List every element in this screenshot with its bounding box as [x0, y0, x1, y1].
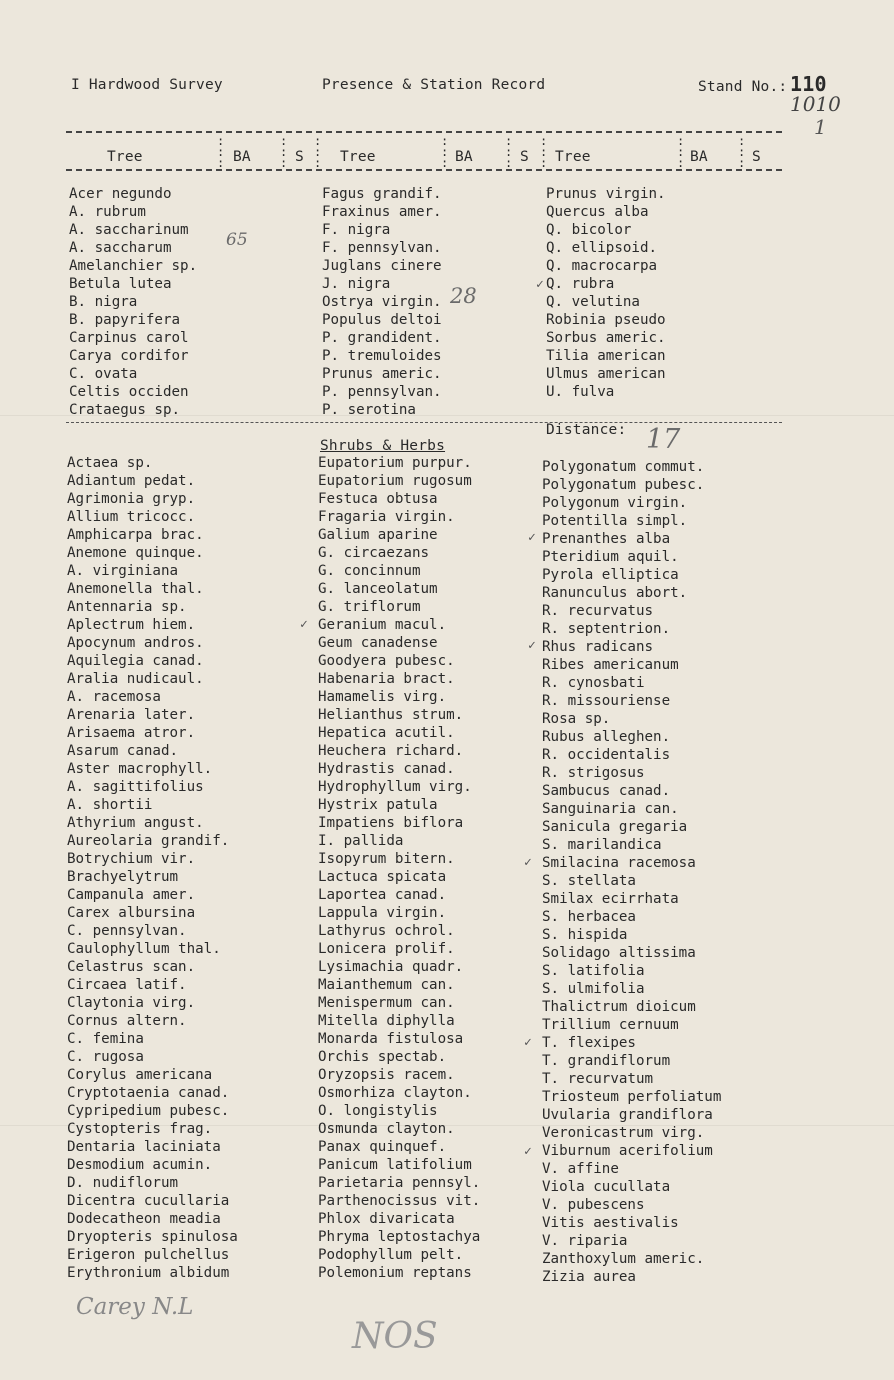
list-item: B. nigra [69, 294, 138, 310]
col1-s-header: S [295, 149, 304, 165]
list-item: Impatiens biflora [318, 815, 464, 831]
list-item: I. pallida [318, 833, 404, 849]
check-mark: ✓ [300, 617, 308, 632]
list-item: V. pubescens [542, 1197, 645, 1213]
list-item: Oryzopsis racem. [318, 1067, 455, 1083]
list-item: Habenaria bract. [318, 671, 455, 687]
list-item: Hydrophyllum virg. [318, 779, 472, 795]
list-item: F. pennsylvan. [322, 240, 442, 256]
list-item: Carpinus carol [69, 330, 189, 346]
list-item: Arenaria later. [67, 707, 196, 723]
list-item: Arisaema atror. [67, 725, 196, 741]
list-item: Laportea canad. [318, 887, 447, 903]
list-item: P. serotina [322, 402, 416, 418]
list-item: Pteridium aquil. [542, 549, 679, 565]
list-item: Tilia american [546, 348, 666, 364]
list-item: A. shortii [67, 797, 153, 813]
list-item: A. sagittifolius [67, 779, 204, 795]
list-item: B. papyrifera [69, 312, 181, 328]
list-item: Menispermum can. [318, 995, 455, 1011]
list-item: Osmorhiza clayton. [318, 1085, 472, 1101]
list-item: R. missouriense [542, 693, 671, 709]
separator: : : : [505, 134, 513, 170]
check-mark: ✓ [524, 1035, 532, 1050]
separator: : : : [217, 134, 225, 170]
list-item: Panax quinquef. [318, 1139, 447, 1155]
list-item: Polygonum virgin. [542, 495, 688, 511]
list-item: Viola cucullata [542, 1179, 671, 1195]
list-item: P. pennsylvan. [322, 384, 442, 400]
saccharum-ba-handwritten: 65 [226, 230, 248, 250]
list-item: D. nudiflorum [67, 1175, 179, 1191]
list-item: Polemonium reptans [318, 1265, 472, 1281]
ostrya-ba-handwritten: 28 [450, 284, 477, 308]
list-item: Aureolaria grandif. [67, 833, 230, 849]
list-item: G. concinnum [318, 563, 421, 579]
col3-s-header: S [752, 149, 761, 165]
col1-tree-header: Tree [107, 149, 143, 165]
check-mark: ✓ [524, 1144, 532, 1159]
check-mark: ✓ [524, 855, 532, 870]
list-item: Geranium macul. [318, 617, 447, 633]
list-item: Goodyera pubesc. [318, 653, 455, 669]
list-item: Phryma leptostachya [318, 1229, 481, 1245]
list-item: Rhus radicans [542, 639, 654, 655]
list-item: Sambucus canad. [542, 783, 671, 799]
list-item: S. herbacea [542, 909, 636, 925]
col2-s-header: S [520, 149, 529, 165]
list-item: Osmunda clayton. [318, 1121, 455, 1137]
check-mark: ✓ [536, 277, 544, 292]
list-item: Hepatica acutil. [318, 725, 455, 741]
list-item: Orchis spectab. [318, 1049, 447, 1065]
list-item: Dentaria laciniata [67, 1139, 221, 1155]
list-item: Panicum latifolium [318, 1157, 472, 1173]
list-item: Sorbus americ. [546, 330, 666, 346]
list-item: Zanthoxylum americ. [542, 1251, 705, 1267]
list-item: Lactuca spicata [318, 869, 447, 885]
list-item: Galium aparine [318, 527, 438, 543]
list-item: Quercus alba [546, 204, 649, 220]
list-item: Uvularia grandiflora [542, 1107, 713, 1123]
stand-alt-handwritten: 1010 [790, 92, 841, 116]
list-item: Dicentra cucullaria [67, 1193, 230, 1209]
list-item: T. flexipes [542, 1035, 636, 1051]
list-item: A. racemosa [67, 689, 161, 705]
list-item: Cystopteris frag. [67, 1121, 213, 1137]
list-item: Sanguinaria can. [542, 801, 679, 817]
list-item: Carex albursina [67, 905, 196, 921]
list-item: P. tremuloides [322, 348, 442, 364]
list-item: Erythronium albidum [67, 1265, 230, 1281]
separator: : : : [441, 134, 449, 170]
list-item: Ulmus american [546, 366, 666, 382]
list-item: Eupatorium rugosum [318, 473, 472, 489]
list-item: Prenanthes alba [542, 531, 671, 547]
list-item: F. nigra [322, 222, 391, 238]
herb-list-col1 [67, 454, 238, 1282]
list-item: S. latifolia [542, 963, 645, 979]
list-item: Amphicarpa brac. [67, 527, 204, 543]
list-item: Anemonella thal. [67, 581, 204, 597]
list-item: Potentilla simpl. [542, 513, 688, 529]
list-item: A. rubrum [69, 204, 146, 220]
list-item: Ostrya virgin. [322, 294, 442, 310]
list-item: Lathyrus ochrol. [318, 923, 455, 939]
list-item: P. grandident. [322, 330, 442, 346]
header-rule-bottom [66, 169, 782, 171]
footer-initials-handwritten: NOS [352, 1316, 438, 1357]
list-item: Claytonia virg. [67, 995, 196, 1011]
list-item: G. triflorum [318, 599, 421, 615]
distance-handwritten: 17 [646, 424, 681, 455]
list-item: Circaea latif. [67, 977, 187, 993]
list-item: Heuchera richard. [318, 743, 464, 759]
list-item: Brachyelytrum [67, 869, 179, 885]
list-item: Erigeron pulchellus [67, 1247, 230, 1263]
list-item: R. septentrion. [542, 621, 671, 637]
separator: : : : [738, 134, 746, 170]
col2-tree-header: Tree [340, 149, 376, 165]
list-item: Viburnum acerifolium [542, 1143, 713, 1159]
list-item: T. recurvatum [542, 1071, 654, 1087]
col1-ba-header: BA [233, 149, 251, 165]
list-item: S. marilandica [542, 837, 662, 853]
list-item: Carya cordifor [69, 348, 189, 364]
list-item: Q. macrocarpa [546, 258, 658, 274]
list-item: Q. rubra [546, 276, 615, 292]
record-title: Presence & Station Record [322, 77, 546, 93]
list-item: C. pennsylvan. [67, 923, 187, 939]
list-item: Betula lutea [69, 276, 172, 292]
list-item: Desmodium acumin. [67, 1157, 213, 1173]
list-item: U. fulva [546, 384, 615, 400]
shrubs-heading: Shrubs & Herbs [320, 438, 446, 454]
list-item: Mitella diphylla [318, 1013, 455, 1029]
list-item: Lappula virgin. [318, 905, 447, 921]
list-item: Parthenocissus vit. [318, 1193, 481, 1209]
list-item: Rubus alleghen. [542, 729, 671, 745]
list-item: Aquilegia canad. [67, 653, 204, 669]
list-item: Eupatorium purpur. [318, 455, 472, 471]
list-item: Phlox divaricata [318, 1211, 455, 1227]
col2-ba-header: BA [455, 149, 473, 165]
col3-ba-header: BA [690, 149, 708, 165]
list-item: S. hispida [542, 927, 628, 943]
check-mark: ✓ [528, 638, 536, 653]
list-item: A. virginiana [67, 563, 179, 579]
separator: : : : [677, 134, 685, 170]
check-mark: ✓ [528, 530, 536, 545]
list-item: Prunus americ. [322, 366, 442, 382]
list-item: R. occidentalis [542, 747, 671, 763]
list-item: Trillium cernuum [542, 1017, 679, 1033]
list-item: R. strigosus [542, 765, 645, 781]
list-item: V. riparia [542, 1233, 628, 1249]
herb-list-col2 [318, 454, 480, 1282]
list-item: Amelanchier sp. [69, 258, 198, 274]
list-item: Agrimonia gryp. [67, 491, 196, 507]
list-item: Cornus altern. [67, 1013, 187, 1029]
footer-name-handwritten: Carey N.L [76, 1294, 194, 1320]
list-item: Cypripedium pubesc. [67, 1103, 230, 1119]
list-item: Zizia aurea [542, 1269, 636, 1285]
list-item: Smilacina racemosa [542, 855, 696, 871]
separator: : : : [540, 134, 548, 170]
separator: : : : [280, 134, 288, 170]
list-item: Aplectrum hiem. [67, 617, 196, 633]
list-item: V. affine [542, 1161, 619, 1177]
list-item: Pyrola elliptica [542, 567, 679, 583]
list-item: Celastrus scan. [67, 959, 196, 975]
list-item: Caulophyllum thal. [67, 941, 221, 957]
list-item: Anemone quinque. [67, 545, 204, 561]
herb-list-col3 [542, 458, 721, 1286]
list-item: Sanicula gregaria [542, 819, 688, 835]
list-item: Hystrix patula [318, 797, 438, 813]
list-item: Celtis occiden [69, 384, 189, 400]
list-item: Monarda fistulosa [318, 1031, 464, 1047]
list-item: Maianthemum can. [318, 977, 455, 993]
list-item: Acer negundo [69, 186, 172, 202]
list-item: C. femina [67, 1031, 144, 1047]
stand-mark-handwritten: 1 [814, 115, 827, 139]
list-item: Polygonatum commut. [542, 459, 705, 475]
list-item: Juglans cinere [322, 258, 442, 274]
list-item: Athyrium angust. [67, 815, 204, 831]
list-item: Corylus americana [67, 1067, 213, 1083]
list-item: Crataegus sp. [69, 402, 181, 418]
list-item: Apocynum andros. [67, 635, 204, 651]
list-item: Rosa sp. [542, 711, 611, 727]
list-item: A. saccharum [69, 240, 172, 256]
list-item: Campanula amer. [67, 887, 196, 903]
list-item: Podophyllum pelt. [318, 1247, 464, 1263]
list-item: Adiantum pedat. [67, 473, 196, 489]
list-item: Actaea sp. [67, 455, 153, 471]
list-item: C. rugosa [67, 1049, 144, 1065]
list-item: R. cynosbati [542, 675, 645, 691]
list-item: Vitis aestivalis [542, 1215, 679, 1231]
list-item: Solidago altissima [542, 945, 696, 961]
list-item: Q. velutina [546, 294, 640, 310]
list-item: S. stellata [542, 873, 636, 889]
list-item: J. nigra [322, 276, 391, 292]
list-item: Hydrastis canad. [318, 761, 455, 777]
list-item: Populus deltoi [322, 312, 442, 328]
list-item: Cryptotaenia canad. [67, 1085, 230, 1101]
list-item: Fagus grandif. [322, 186, 442, 202]
list-item: G. circaezans [318, 545, 430, 561]
list-item: Smilax ecirrhata [542, 891, 679, 907]
list-item: T. grandiflorum [542, 1053, 671, 1069]
list-item: Ranunculus abort. [542, 585, 688, 601]
list-item: G. lanceolatum [318, 581, 438, 597]
list-item: Isopyrum bitern. [318, 851, 455, 867]
list-item: S. ulmifolia [542, 981, 645, 997]
list-item: Q. ellipsoid. [546, 240, 658, 256]
list-item: Fraxinus amer. [322, 204, 442, 220]
list-item: O. longistylis [318, 1103, 438, 1119]
list-item: Dodecatheon meadia [67, 1211, 221, 1227]
list-item: Ribes americanum [542, 657, 679, 673]
list-item: Prunus virgin. [546, 186, 666, 202]
list-item: Lonicera prolif. [318, 941, 455, 957]
list-item: Helianthus strum. [318, 707, 464, 723]
col3-tree-header: Tree [555, 149, 591, 165]
tree-list-col2 [322, 185, 442, 419]
section-divider [66, 422, 782, 423]
stand-number: 110 [790, 72, 827, 96]
list-item: Q. bicolor [546, 222, 632, 238]
list-item: Thalictrum dioicum [542, 999, 696, 1015]
list-item: R. recurvatus [542, 603, 654, 619]
header-rule-top [66, 131, 782, 133]
tree-list-col1 [69, 185, 197, 419]
list-item: C. ovata [69, 366, 138, 382]
list-item: Geum canadense [318, 635, 438, 651]
tree-list-col3 [546, 185, 666, 401]
list-item: Festuca obtusa [318, 491, 438, 507]
separator: : : : [314, 134, 322, 170]
list-item: Hamamelis virg. [318, 689, 447, 705]
list-item: Parietaria pennsyl. [318, 1175, 481, 1191]
list-item: Botrychium vir. [67, 851, 196, 867]
list-item: Allium tricocc. [67, 509, 196, 525]
list-item: Veronicastrum virg. [542, 1125, 705, 1141]
list-item: Aster macrophyll. [67, 761, 213, 777]
list-item: Antennaria sp. [67, 599, 187, 615]
list-item: Lysimachia quadr. [318, 959, 464, 975]
list-item: Aralia nudicaul. [67, 671, 204, 687]
list-item: A. saccharinum [69, 222, 189, 238]
list-item: Dryopteris spinulosa [67, 1229, 238, 1245]
list-item: Fragaria virgin. [318, 509, 455, 525]
distance-label: Distance: [546, 422, 627, 438]
list-item: Polygonatum pubesc. [542, 477, 705, 493]
survey-title: I Hardwood Survey [71, 77, 223, 93]
list-item: Robinia pseudo [546, 312, 666, 328]
list-item: Asarum canad. [67, 743, 179, 759]
list-item: Triosteum perfoliatum [542, 1089, 722, 1105]
stand-label: Stand No.: [698, 79, 788, 95]
